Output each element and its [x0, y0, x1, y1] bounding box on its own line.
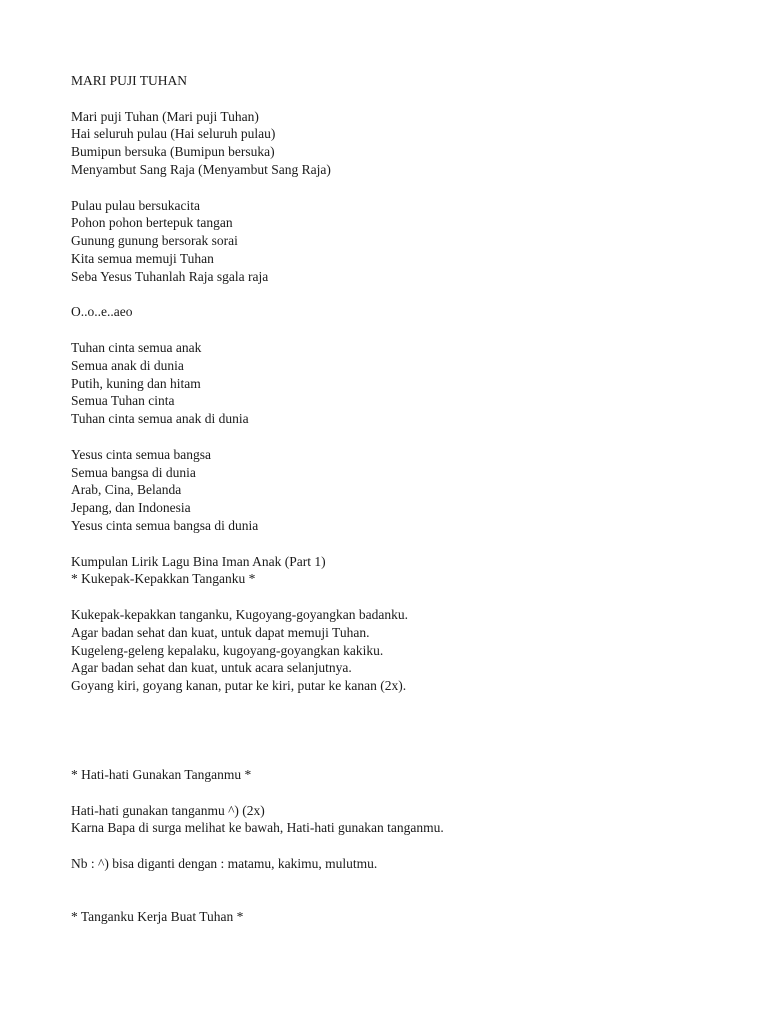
text-line: Kugeleng-geleng kepalaku, kugoyang-goyangkan kakiku.: [71, 642, 384, 658]
blank-line: [71, 873, 731, 891]
text-line: Menyambut Sang Raja (Menyambut Sang Raja): [71, 161, 331, 177]
text-line: * Tanganku Kerja Buat Tuhan *: [71, 909, 244, 925]
blank-line: [71, 891, 731, 909]
blank-line: [71, 588, 731, 606]
blank-line: [71, 730, 731, 748]
document-body: [71, 72, 731, 926]
blank-line: [71, 428, 731, 446]
text-line: Yesus cinta semua bangsa: [71, 446, 211, 462]
text-line: Hai seluruh pulau (Hai seluruh pulau): [71, 126, 276, 142]
text-line: Hati-hati gunakan tanganmu ^) (2x): [71, 802, 265, 818]
text-line: * Hati-hati Gunakan Tanganmu *: [71, 767, 252, 783]
text-line: Mari puji Tuhan (Mari puji Tuhan): [71, 108, 259, 124]
text-line: Karna Bapa di surga melihat ke bawah, Hati-hati gunakan tanganmu.: [71, 820, 444, 836]
text-line: Pohon pohon bertepuk tangan: [71, 215, 233, 231]
text-line: Tuhan cinta semua anak di dunia: [71, 411, 249, 427]
text-line: Kita semua memuji Tuhan: [71, 250, 214, 266]
blank-line: [71, 535, 731, 553]
text-line: Tuhan cinta semua anak: [71, 339, 202, 355]
text-line: O..o..e..aeo: [71, 304, 133, 320]
text-line: Semua bangsa di dunia: [71, 464, 196, 480]
text-line: Bumipun bersuka (Bumipun bersuka): [71, 144, 275, 160]
text-line: Kukepak-kepakkan tanganku, Kugoyang-goyangkan badanku.: [71, 606, 409, 622]
blank-line: [71, 90, 731, 108]
text-line: Jepang, dan Indonesia: [71, 500, 191, 516]
text-line: Nb : ^) bisa diganti dengan : matamu, kakimu, mulutmu.: [71, 856, 378, 872]
blank-line: [71, 286, 731, 304]
blank-line: [71, 837, 731, 855]
blank-line: [71, 321, 731, 339]
text-line: * Kukepak-Kepakkan Tanganku *: [71, 571, 256, 587]
text-line: Goyang kiri, goyang kanan, putar ke kiri, putar ke kanan (2x).: [71, 678, 407, 694]
text-line: Pulau pulau bersukacita: [71, 197, 200, 213]
blank-line: [71, 695, 731, 713]
text-line: Gunung gunung bersorak sorai: [71, 233, 238, 249]
blank-line: [71, 713, 731, 731]
blank-line: [71, 748, 731, 766]
text-line: Agar badan sehat dan kuat, untuk acara selanjutnya.: [71, 660, 352, 676]
document-title: MARI PUJI TUHAN: [71, 73, 188, 88]
text-line: Kumpulan Lirik Lagu Bina Iman Anak (Part 1): [71, 553, 326, 569]
text-line: Yesus cinta semua bangsa di dunia: [71, 517, 259, 533]
text-line: Semua anak di dunia: [71, 357, 184, 373]
blank-line: [71, 179, 731, 197]
text-line: Putih, kuning dan hitam: [71, 375, 201, 391]
text-line: Seba Yesus Tuhanlah Raja sgala raja: [71, 268, 269, 284]
text-line: Agar badan sehat dan kuat, untuk dapat memuji Tuhan.: [71, 624, 370, 640]
text-line: Semua Tuhan cinta: [71, 393, 175, 409]
text-line: Arab, Cina, Belanda: [71, 482, 182, 498]
blank-line: [71, 784, 731, 802]
